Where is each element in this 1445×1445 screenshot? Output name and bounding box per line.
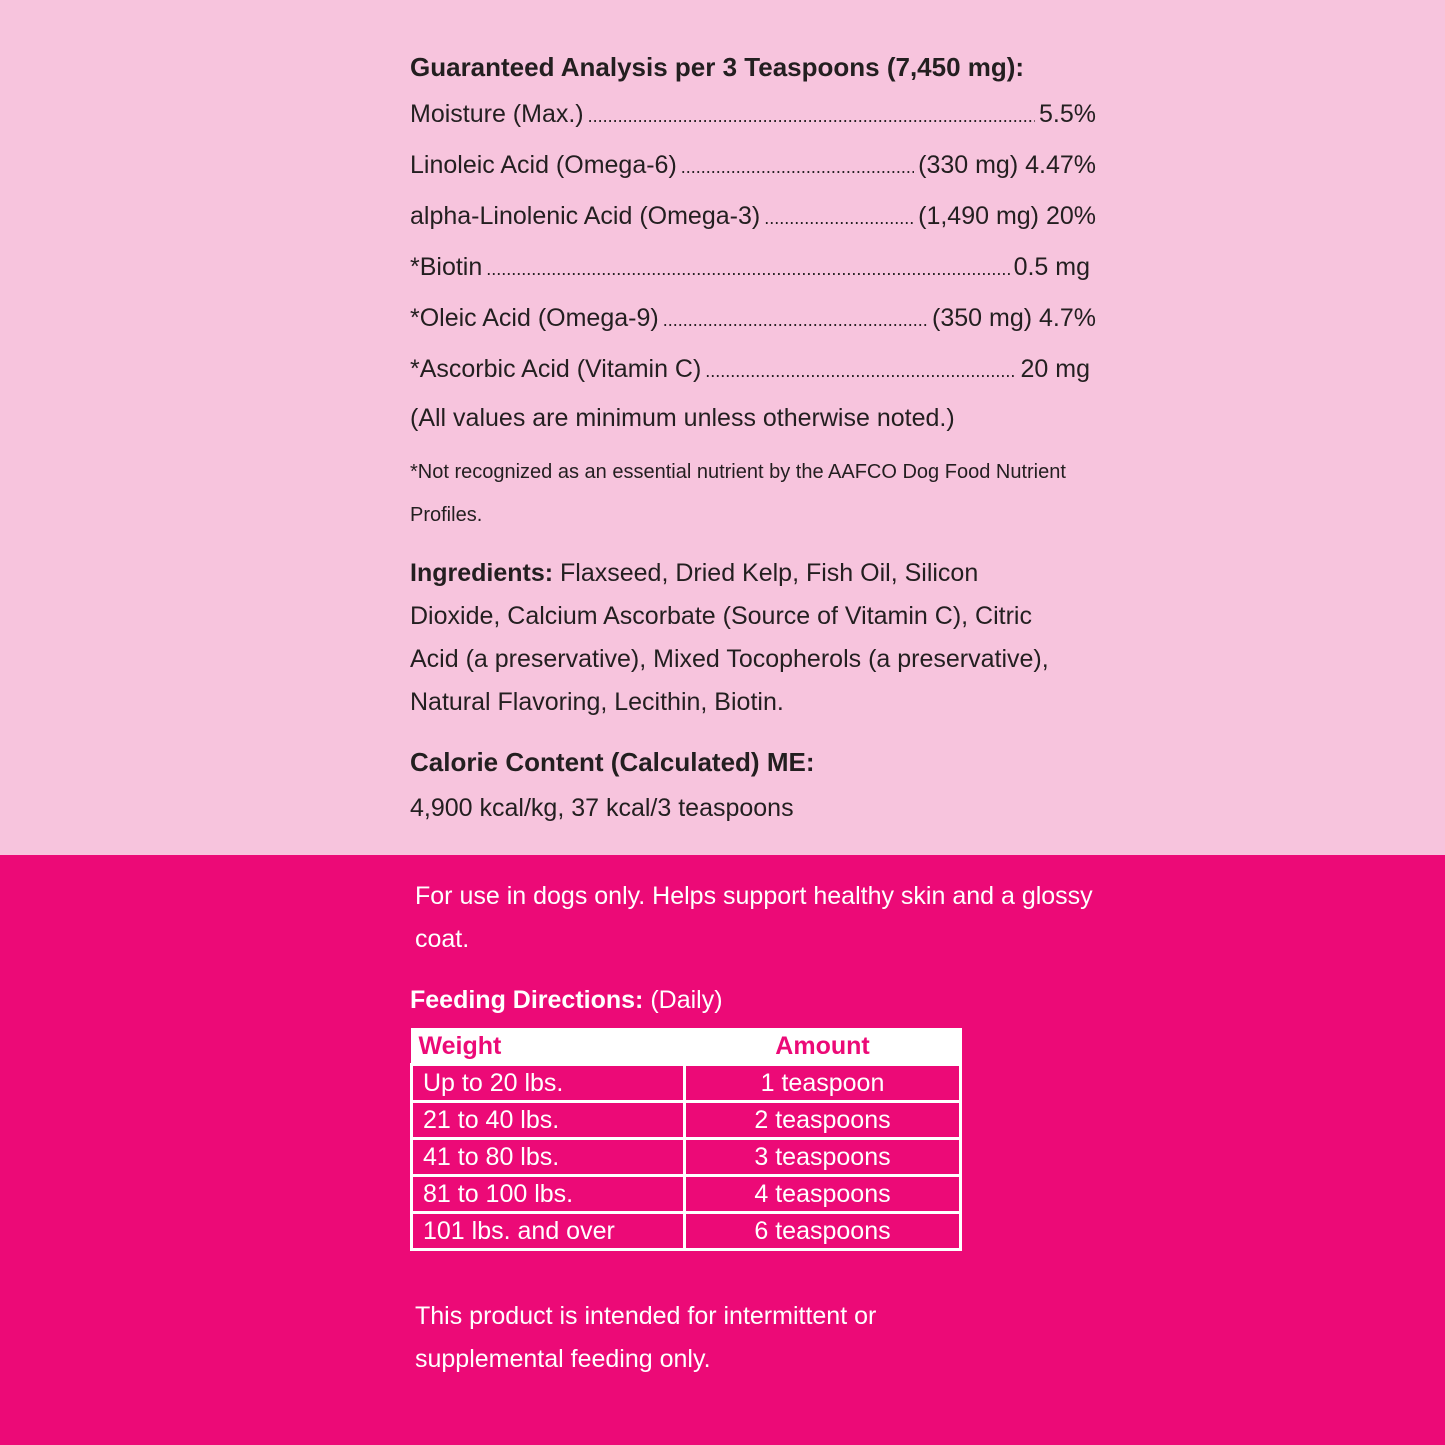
amount-cell: 4 teaspoons	[685, 1176, 961, 1213]
analysis-row-value: 5.5%	[1039, 100, 1096, 128]
feeding-title-subtitle: (Daily)	[643, 986, 723, 1014]
weight-cell: Up to 20 lbs.	[412, 1065, 685, 1102]
feeding-table	[410, 1028, 962, 1251]
analysis-row-label: alpha-Linolenic Acid (Omega-3)	[410, 202, 761, 230]
ingredients-label: Ingredients:	[410, 559, 554, 587]
table-row	[412, 1102, 961, 1139]
analysis-row	[410, 148, 1096, 182]
leader-dots	[764, 201, 914, 235]
table-header-row	[412, 1029, 961, 1065]
amount-cell: 2 teaspoons	[685, 1102, 961, 1139]
analysis-row-value: (350 mg) 4.7%	[932, 304, 1096, 332]
analysis-row	[410, 301, 1096, 335]
usage-text: For use in dogs only. Helps support healthy skin and a glossy coat.	[415, 882, 1093, 953]
leader-dots	[705, 354, 1016, 388]
weight-cell: 41 to 80 lbs.	[412, 1139, 685, 1176]
leader-dots	[486, 252, 1009, 286]
analysis-row	[410, 250, 1090, 284]
analysis-row-label: Linoleic Acid (Omega-6)	[410, 151, 677, 179]
feeding-title	[410, 983, 723, 1017]
analysis-row-label: *Biotin	[410, 253, 483, 281]
leader-dots	[588, 99, 1035, 133]
analysis-row-label: *Oleic Acid (Omega-9)	[410, 304, 659, 332]
weight-cell: 101 lbs. and over	[412, 1213, 685, 1250]
amount-header: Amount	[685, 1029, 961, 1065]
leader-dots	[663, 303, 928, 337]
weight-cell: 81 to 100 lbs.	[412, 1176, 685, 1213]
weight-header: Weight	[412, 1029, 685, 1065]
analysis-row-value: 20 mg	[1020, 355, 1090, 383]
amount-cell: 1 teaspoon	[685, 1065, 961, 1102]
analysis-note: (All values are minimum unless otherwise noted.)	[410, 404, 955, 432]
analysis-row	[410, 97, 1096, 131]
analysis-row-value: (330 mg) 4.47%	[918, 151, 1096, 179]
analysis-row-label: Moisture (Max.)	[410, 100, 584, 128]
amount-cell: 3 teaspoons	[685, 1139, 961, 1176]
analysis-row-label: *Ascorbic Acid (Vitamin C)	[410, 355, 702, 383]
feeding-title-label: Feeding Directions:	[410, 986, 644, 1014]
table-row	[412, 1139, 961, 1176]
feeding-panel	[0, 855, 1445, 1445]
calorie-title: Calorie Content (Calculated) ME:	[410, 747, 815, 777]
amount-cell: 6 teaspoons	[685, 1213, 961, 1250]
table-row	[412, 1213, 961, 1250]
analysis-footnote: *Not recognized as an essential nutrient by the AAFCO Dog Food Nutrient Profiles.	[410, 461, 1066, 526]
ingredients-text: Flaxseed, Dried Kelp, Fish Oil, Silicon Dioxide, Calcium Ascorbate (Source of Vitamin C), Citric Acid (a preservative), Mixed Tocopherols (a preservative), Natural Flavoring, Lecithin, Biotin.	[410, 559, 1049, 716]
analysis-title: Guaranteed Analysis per 3 Teaspoons (7,450 mg):	[410, 52, 1025, 82]
leader-dots	[681, 150, 914, 184]
analysis-row	[410, 199, 1096, 233]
table-row	[412, 1065, 961, 1102]
intended-use-text: This product is intended for intermittent or supplemental feeding only.	[415, 1302, 877, 1373]
ingredients-paragraph	[410, 552, 1070, 724]
calorie-value: 4,900 kcal/kg, 37 kcal/3 teaspoons	[410, 794, 794, 822]
weight-cell: 21 to 40 lbs.	[412, 1102, 685, 1139]
table-row	[412, 1176, 961, 1213]
analysis-row-value: 0.5 mg	[1013, 253, 1090, 281]
analysis-row	[410, 352, 1090, 386]
analysis-row-value: (1,490 mg) 20%	[918, 202, 1096, 230]
